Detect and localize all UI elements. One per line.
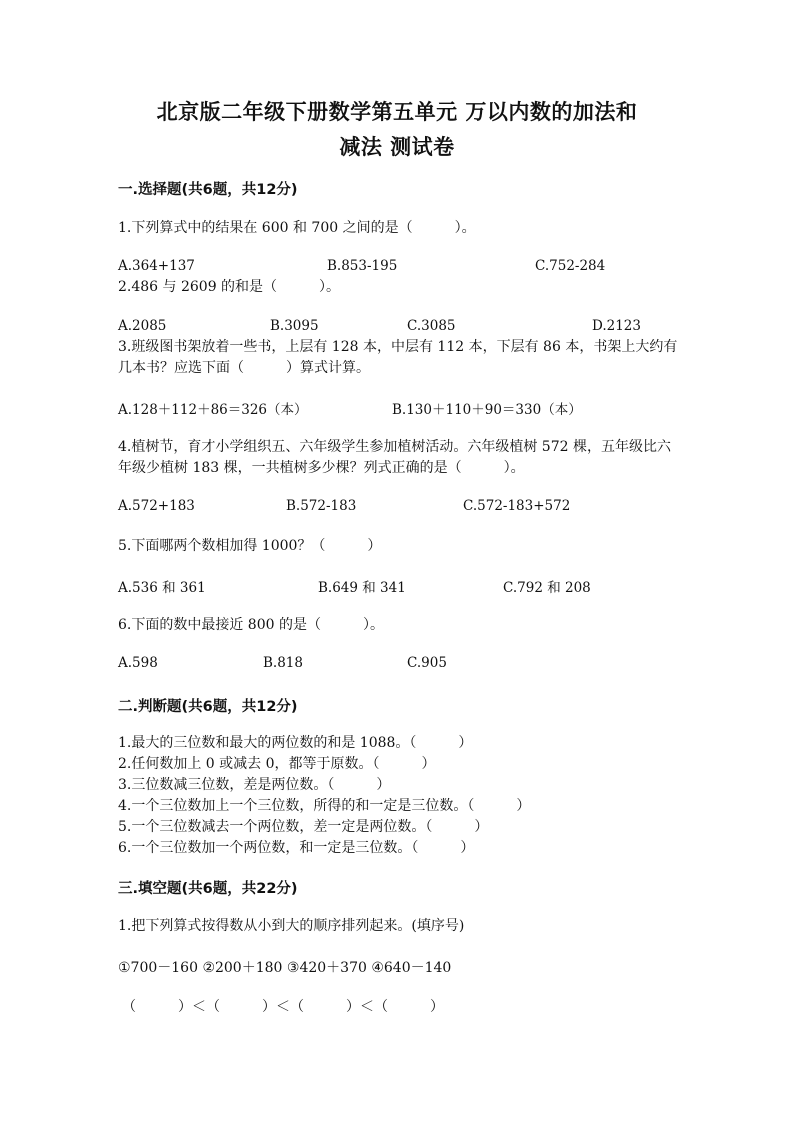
section-heading-choice: 一.选择题(共6题，共12分) [118,182,298,198]
q2-option-a: A.2085 [118,318,167,334]
q4-option-a: A.572+183 [118,498,195,514]
q4-option-b: B.572-183 [286,498,357,514]
question-5: 5.下面哪两个数相加得 1000？（ ） [118,538,382,554]
q6-option-a: A.598 [118,655,158,671]
q4-option-c: C.572-183+572 [463,498,571,514]
fill-question-1-blanks: （ ）＜（ ）＜（ ）＜（ ） [122,999,444,1015]
judge-item-1: 1.最大的三位数和最大的两位数的和是 1088。（ ） [118,735,473,751]
q1-option-c: C.752-284 [535,258,606,274]
question-2: 2.486 与 2609 的和是（ ）。 [118,279,341,295]
judge-item-6: 6.一个三位数加一个两位数，和一定是三位数。（ ） [118,840,475,856]
q5-option-c: C.792 和 208 [503,580,591,596]
judge-item-5: 5.一个三位数减去一个两位数，差一定是两位数。（ ） [118,819,489,835]
q5-option-b: B.649 和 341 [318,580,406,596]
q3-option-a: A.128＋112＋86＝326（本） [118,402,308,418]
q6-option-b: B.818 [263,655,303,671]
question-6: 6.下面的数中最接近 800 的是（ ）。 [118,617,384,633]
q2-option-b: B.3095 [270,318,319,334]
q3-option-b: B.130＋110＋90＝330（本） [392,402,582,418]
q2-option-d: D.2123 [592,318,641,334]
question-1: 1.下列算式中的结果在 600 和 700 之间的是（ ）。 [118,220,476,236]
section-heading-judge: 二.判断题(共6题，共12分) [118,699,298,715]
q6-option-c: C.905 [407,655,447,671]
question-3: 3.班级图书架放着一些书，上层有 128 本，中层有 112 本，下层有 86 本，书架上大约有几本书？应选下面（ ）算式计算。 [118,339,678,376]
page-title-line2: 减法 测试卷 [339,135,455,159]
q1-option-a: A.364+137 [118,258,195,274]
fill-question-1-expressions: ①700－160 ②200＋180 ③420＋370 ④640－140 [118,960,452,976]
question-4: 4.植树节，育才小学组织五、六年级学生参加植树活动。六年级植树 572 棵，五年级比六年级少植树 183 棵，一共植树多少棵？列式正确的是（ ）。 [118,439,671,476]
page-title-line1: 北京版二年级下册数学第五单元 万以内数的加法和 [156,100,638,124]
fill-question-1: 1.把下列算式按得数从小到大的顺序排列起来。(填序号) [118,918,465,934]
judge-item-2: 2.任何数加上 0 或减去 0，都等于原数。（ ） [118,756,436,772]
q2-option-c: C.3085 [407,318,456,334]
judge-item-4: 4.一个三位数加上一个三位数，所得的和一定是三位数。（ ） [118,798,531,814]
q5-option-a: A.536 和 361 [118,580,206,596]
section-heading-fill: 三.填空题(共6题，共22分) [118,881,298,897]
judge-item-3: 3.三位数减三位数，差是两位数。（ ） [118,777,391,793]
q1-option-b: B.853-195 [327,258,398,274]
